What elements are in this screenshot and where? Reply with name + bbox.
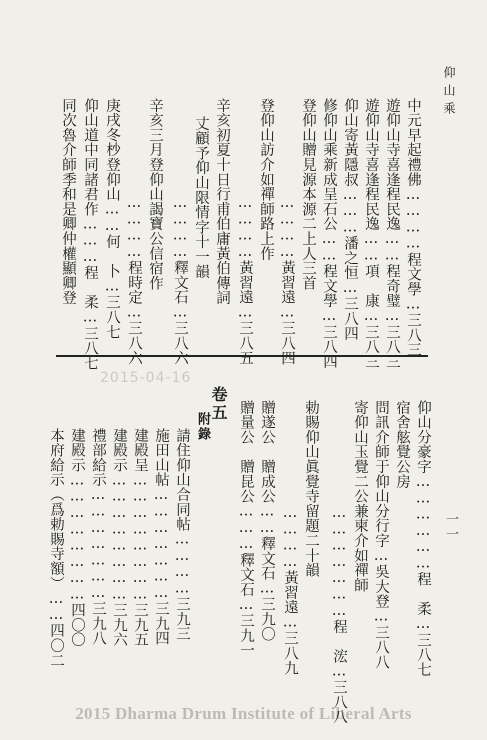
toc-entry: 請住仰山合同帖…………三九三 xyxy=(174,428,190,642)
scan-date-stamp: 2015-04-16 xyxy=(100,370,192,386)
toc-entry: 贈量公 贈昆公………釋文石…三九一 xyxy=(238,400,254,658)
toc-entry: 修仰山乘新成呈石公……程文學…三八四 xyxy=(321,98,337,369)
toc-entry: 登仰山訪介如禪師路上作 xyxy=(258,98,274,261)
toc-entry: 庚戌冬杪登仰山……何 卜…三八七 xyxy=(104,98,120,340)
toc-entry: 同次魯介師季和是卿仲權顯卿登 xyxy=(60,98,76,306)
toc-entry: 建殿示……………………四〇〇 xyxy=(69,428,85,648)
toc-entry: 登仰山贈見源本源二上人三首 xyxy=(300,98,316,291)
toc-entry: …………程時定…三八六 xyxy=(126,195,142,366)
section-divider xyxy=(56,355,428,357)
toc-entry: …………釋文石…三八六 xyxy=(172,195,188,366)
toc-entry: 施田山帖…………………三九四 xyxy=(153,428,169,646)
watermark: 2015 Dharma Drum Institute of Liberal Arts xyxy=(75,704,412,723)
toc-entry: …………黃習遠…三八四 xyxy=(279,195,295,366)
toc-entry: …………黃習遠…三八九 xyxy=(282,505,298,676)
toc-entry: …………………程 浤…三八八 xyxy=(331,505,347,725)
toc-entry: 遊仰山寺喜逢程民逸……項 康…三八三 xyxy=(363,98,379,369)
book-title-header: 仰山乘 xyxy=(442,66,456,120)
toc-entry: …………黃習遠…三八五 xyxy=(237,195,253,366)
toc-entry: 宿舍舷覺公房 xyxy=(394,400,410,489)
toc-entry: 辛亥三月登仰山謁寶公信宿作 xyxy=(147,98,163,291)
toc-entry: 仰山寄黃隱叔………潘之恒…三八四 xyxy=(342,98,358,341)
toc-entry: 仰山分豪字………………程 柔…三八七 xyxy=(415,400,431,677)
toc-entry: 問訊介師于仰山分行字…吳大登…三八八 xyxy=(373,400,389,670)
page-number: 一一 xyxy=(443,512,458,542)
toc-entry: 禮部給示…………………三九八 xyxy=(90,428,106,646)
toc-entry: 丈顧予仰山限情字十一韻 xyxy=(193,116,209,279)
toc-entry: 遊仰山寺喜逢程民逸……程奇璧…三八三 xyxy=(384,98,400,369)
toc-entry: 贈遂公 贈成公……釋文石…三九〇 xyxy=(259,400,275,642)
toc-entry: 建殿呈……………………三九五 xyxy=(132,428,148,648)
toc-entry: 建殿示……………………三九六 xyxy=(111,428,127,648)
toc-entry: 勅賜仰山眞覺寺留題二十韻 xyxy=(303,400,319,578)
toc-entry: 辛亥初夏十日行甫伯庸黃伯傳詞 xyxy=(214,98,230,306)
toc-entry: 本府給示（爲勅賜寺額）……四〇二 xyxy=(48,428,64,668)
toc-entry: 仰山道中同諸君作………程 柔…三八七 xyxy=(82,98,98,371)
toc-entry: 中元早起禮佛…………程文學…三八三 xyxy=(405,98,421,358)
volume-label: 卷五 xyxy=(209,386,228,422)
toc-entry: 寄仰山玉覺二公兼柬介如禪師 xyxy=(352,400,368,593)
appendix-label: 附錄 xyxy=(195,412,210,442)
